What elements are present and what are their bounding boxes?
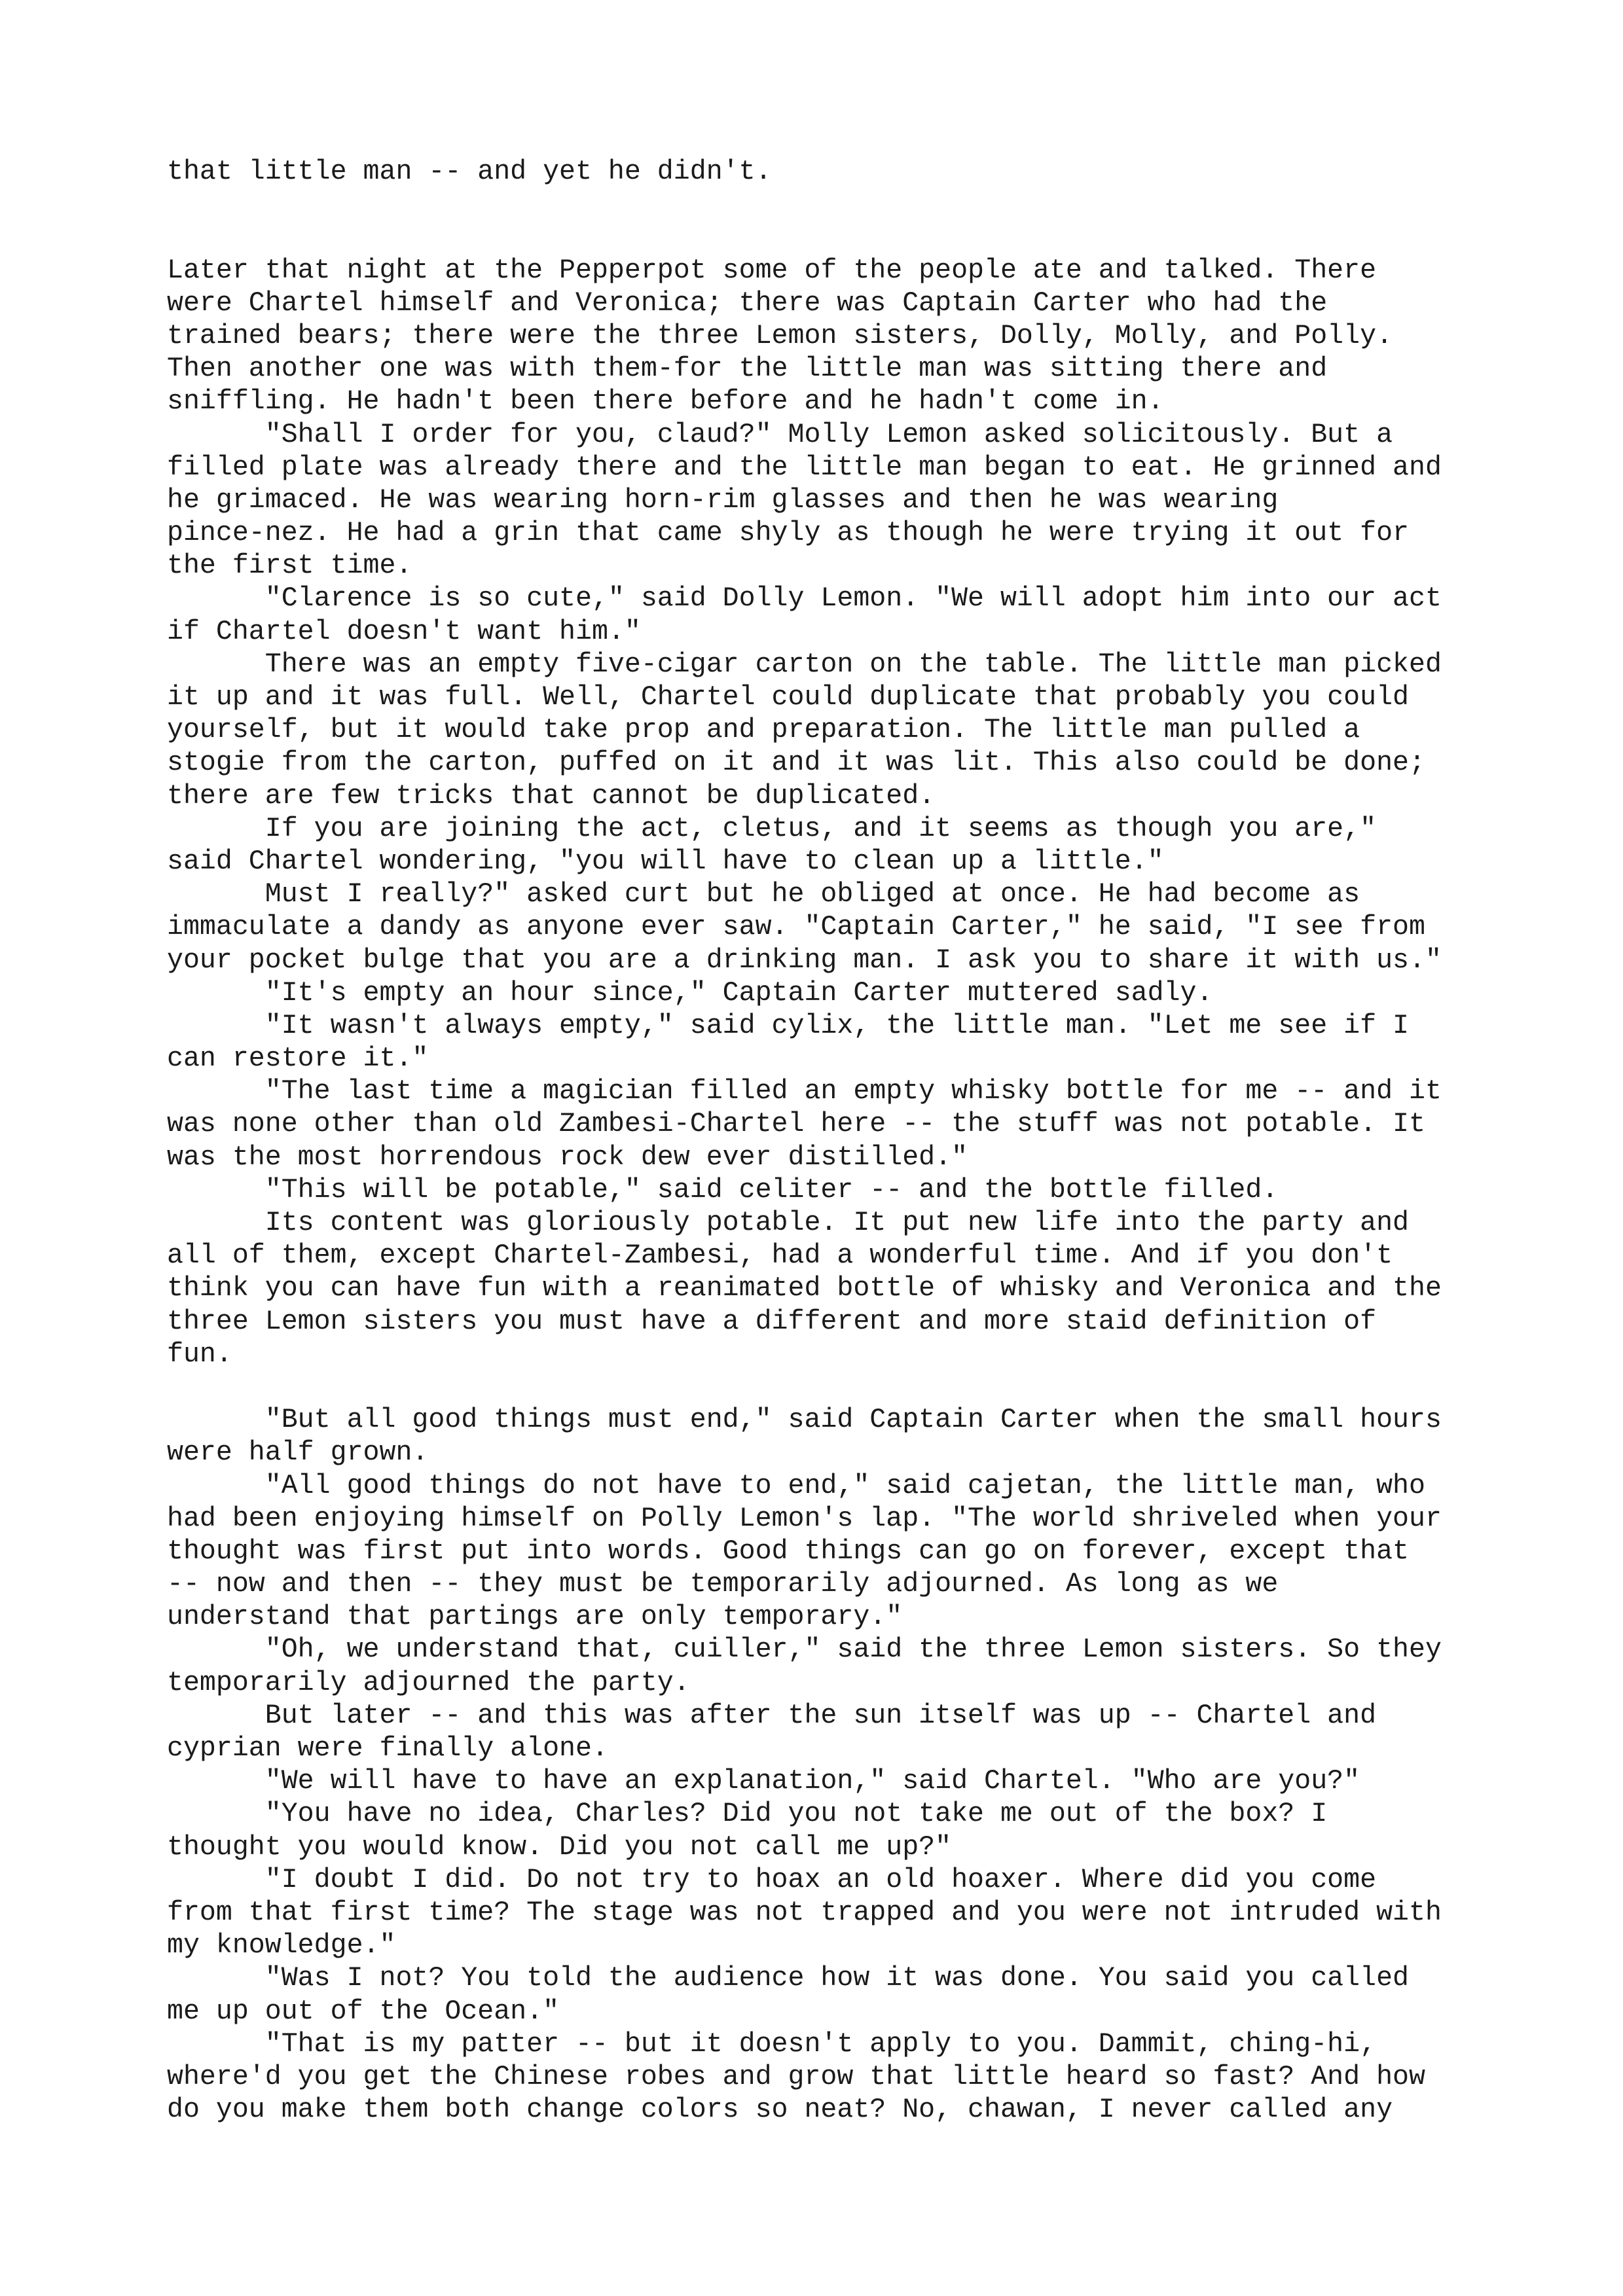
text-line: thought was first put into words. Good things can go on forever, except that bbox=[167, 1535, 1409, 1567]
text-line: he grimaced. He was wearing horn-rim glasses and then he was wearing bbox=[167, 484, 1279, 516]
text-line: stogie from the carton, puffed on it and it was lit. This also could be done; bbox=[167, 747, 1425, 779]
text-line: Its content was gloriously potable. It put new life into the party and bbox=[167, 1208, 1409, 1238]
text-line: thought you would know. Did you not call me up?" bbox=[167, 1831, 952, 1863]
text-line: "That is my patter -- but it doesn't apply to you. Dammit, ching-hi, bbox=[167, 2028, 1377, 2060]
text-line: my knowledge." bbox=[167, 1930, 396, 1962]
text-line: "It's empty an hour since," Captain Carter muttered sadly. bbox=[167, 977, 1213, 1009]
text-line: fun. bbox=[167, 1338, 232, 1370]
paragraph-spacer bbox=[167, 1371, 1476, 1404]
text-line: from that first time? The stage was not trapped and you were not intruded with bbox=[167, 1897, 1442, 1928]
text-line: cyprian were finally alone. bbox=[167, 1733, 608, 1764]
text-line: it up and it was full. Well, Chartel could duplicate that probably you could bbox=[167, 682, 1409, 713]
text-line: was the most horrendous rock dew ever distilled." bbox=[167, 1141, 968, 1173]
text-line: "But all good things must end," said Captain Carter when the small hours bbox=[167, 1405, 1442, 1436]
text-line: your pocket bulge that you are a drinking man. I ask you to share it with us." bbox=[167, 944, 1442, 976]
text-line: Later that night at the Pepperpot some of the people ate and talked. There bbox=[167, 255, 1377, 286]
text-line: "You have no idea, Charles? Did you not take me out of the box? I bbox=[167, 1799, 1328, 1830]
text-line: were half grown. bbox=[167, 1437, 429, 1469]
text-line: "Shall I order for you, claud?" Molly Lemon asked solicitously. But a bbox=[167, 419, 1393, 450]
text-line: if Chartel doesn't want him." bbox=[167, 616, 641, 647]
document-page bbox=[167, 156, 1476, 2126]
text-line: Then another one was with them-for the little man was sitting there and bbox=[167, 353, 1328, 385]
text-line: "Oh, we understand that, cuiller," said the three Lemon sisters. So they bbox=[167, 1634, 1442, 1666]
text-line: "This will be potable," said celiter -- and the bottle filled. bbox=[167, 1174, 1279, 1206]
text-line: If you are joining the act, cletus, and it seems as though you are," bbox=[167, 813, 1377, 844]
text-line: "Was I not? You told the audience how it was done. You said you called bbox=[167, 1963, 1409, 1994]
text-line: the first time. bbox=[167, 550, 412, 582]
text-line: said Chartel wondering, "you will have to clean up a little." bbox=[167, 846, 1164, 877]
text-line: immaculate a dandy as anyone ever saw. "Captain Carter," he said, "I see from bbox=[167, 912, 1425, 943]
text-line: yourself, but it would take prop and preparation. The little man pulled a bbox=[167, 715, 1360, 746]
text-line: trained bears; there were the three Lemon sisters, Dolly, Molly, and Polly. bbox=[167, 320, 1393, 351]
text-line: do you make them both change colors so neat? No, chawan, I never called any bbox=[167, 2094, 1393, 2126]
text-line: can restore it." bbox=[167, 1043, 429, 1075]
text-line: where'd you get the Chinese robes and grow that little heard so fast? And how bbox=[167, 2061, 1425, 2092]
text-line: "We will have to have an explanation," said Chartel. "Who are you?" bbox=[167, 1766, 1360, 1797]
text-line: had been enjoying himself on Polly Lemon's lap. "The world shriveled when your bbox=[167, 1503, 1442, 1534]
text-line: me up out of the Ocean." bbox=[167, 1996, 560, 2027]
text-line: There was an empty five-cigar carton on the table. The little man picked bbox=[167, 649, 1442, 680]
text-line: there are few tricks that cannot be duplicated. bbox=[167, 780, 936, 812]
text-line: was none other than old Zambesi-Chartel here -- the stuff was not potable. It bbox=[167, 1109, 1425, 1140]
text-line: all of them, except Chartel-Zambesi, had a wonderful time. And if you don't bbox=[167, 1240, 1393, 1272]
paragraph-spacer bbox=[167, 188, 1476, 221]
text-line: "It wasn't always empty," said cylix, the little man. "Let me see if I bbox=[167, 1010, 1409, 1041]
text-line: think you can have fun with a reanimated bottle of whisky and Veronica and the bbox=[167, 1273, 1442, 1304]
text-line: three Lemon sisters you must have a different and more staid definition of bbox=[167, 1306, 1377, 1337]
text-line: -- now and then -- they must be temporarily adjourned. As long as we bbox=[167, 1569, 1279, 1600]
text-line: Must I really?" asked curt but he obliged at once. He had become as bbox=[167, 879, 1360, 910]
text-line: filled plate was already there and the little man began to eat. He grinned and bbox=[167, 452, 1442, 483]
text-line: that little man -- and yet he didn't. bbox=[167, 156, 772, 187]
text-line: sniffling. He hadn't been there before and he hadn't come in. bbox=[167, 386, 1164, 418]
text-line: temporarily adjourned the party. bbox=[167, 1667, 690, 1698]
text-line: "I doubt I did. Do not try to hoax an old hoaxer. Where did you come bbox=[167, 1864, 1377, 1895]
text-line: "Clarence is so cute," said Dolly Lemon. "We will adopt him into our act bbox=[167, 583, 1442, 615]
paragraph-spacer bbox=[167, 221, 1476, 254]
text-line: "All good things do not have to end," said cajetan, the little man, who bbox=[167, 1470, 1425, 1501]
text-line: "The last time a magician filled an empty whisky bottle for me -- and it bbox=[167, 1076, 1442, 1107]
text-line: pince-nez. He had a grin that came shyly as though he were trying it out for bbox=[167, 518, 1409, 549]
text-line: were Chartel himself and Veronica; there was Captain Carter who had the bbox=[167, 287, 1328, 319]
text-line: understand that partings are only temporary." bbox=[167, 1602, 903, 1633]
text-line: But later -- and this was after the sun itself was up -- Chartel and bbox=[167, 1700, 1377, 1731]
